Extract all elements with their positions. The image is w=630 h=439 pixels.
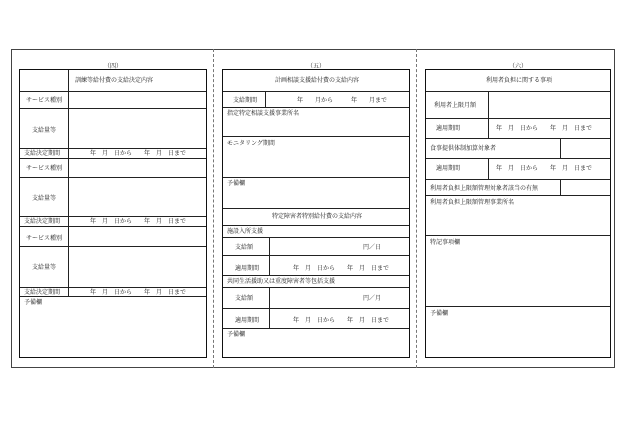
rule-line — [223, 287, 409, 288]
rule-line — [20, 216, 206, 217]
facility-amount-label: 支給額 — [235, 244, 254, 251]
rule-line — [68, 158, 69, 296]
period-value-1: 年 月 日から 年 月 日まで — [90, 150, 187, 157]
right-apply-value-1: 年 月 日から 年 月 日まで — [496, 125, 593, 132]
rule-line — [488, 91, 489, 138]
left-panel — [19, 69, 207, 358]
rule-line — [20, 108, 206, 109]
period-value-3: 年 月 日から 年 月 日まで — [90, 289, 187, 296]
rule-line — [20, 158, 206, 159]
center-notes-label: 予備欄 — [227, 180, 246, 187]
support-period-value: 年 月から 年 月まで — [297, 97, 388, 104]
meal-addition-label: 食事提供体制加算対象者 — [430, 145, 497, 152]
group-amount-unit: 円／月 — [363, 295, 382, 302]
group-home-label: 共同生活援助又は重度障害者等包括支援 — [227, 278, 336, 285]
facility-apply-label: 適用期間 — [235, 265, 260, 272]
group-amount-label: 支給額 — [235, 295, 254, 302]
service-type-label-1: サービス種別 — [26, 97, 63, 104]
facility-amount-unit: 円／日 — [363, 244, 382, 251]
center-panel — [222, 69, 410, 358]
period-label-1: 支給決定期間 — [24, 150, 61, 157]
monthly-limit-label: 利用者上限月額 — [434, 102, 477, 109]
rule-line — [269, 287, 270, 328]
rule-line — [426, 91, 610, 92]
right-notes-label: 予備欄 — [430, 310, 449, 317]
service-type-label-2: サービス種別 — [26, 165, 63, 172]
right-apply-label-2: 適用期間 — [436, 165, 461, 172]
designated-office-label: 指定特定相談支援事業所名 — [227, 110, 300, 117]
rule-line — [426, 306, 610, 307]
left-heading: （四） — [103, 63, 122, 70]
right-heading: （六） — [508, 63, 527, 70]
rule-line — [426, 195, 610, 196]
rule-line — [269, 237, 270, 275]
center-notes-label-2: 予備欄 — [227, 331, 246, 338]
rule-line — [223, 136, 409, 137]
amount-label-1: 支給量等 — [32, 127, 57, 134]
right-apply-label-1: 適用期間 — [436, 125, 461, 132]
special-benefit-title: 特定障害者特別給付費の支給内容 — [271, 213, 362, 220]
support-period-label: 支給期間 — [233, 97, 258, 104]
special-notes-label: 特記事項欄 — [430, 239, 461, 246]
rule-line — [426, 235, 610, 236]
rule-line — [223, 208, 409, 209]
rule-line — [20, 287, 206, 288]
rule-line — [223, 275, 409, 276]
monitoring-period-label: モニタリング期間 — [227, 140, 275, 147]
period-label-3: 支給決定期間 — [24, 289, 61, 296]
right-apply-value-2: 年 月 日から 年 月 日まで — [496, 165, 593, 172]
right-panel — [425, 69, 611, 358]
rule-line — [426, 138, 610, 139]
rule-line — [68, 70, 69, 162]
left-title: 訓練等給付費の支給決定内容 — [74, 77, 153, 84]
rule-line — [20, 296, 206, 297]
rule-line — [223, 107, 409, 108]
rule-line — [223, 237, 409, 238]
limit-management-office-label: 利用者負担上限額管理事業所名 — [430, 199, 515, 206]
rule-line — [20, 246, 206, 247]
limit-management-label: 利用者負担上限額管理対象者該当の有無 — [430, 185, 539, 192]
fold-line-1 — [213, 49, 214, 368]
rule-line — [223, 177, 409, 178]
fold-line-2 — [416, 49, 417, 368]
rule-line — [223, 328, 409, 329]
rule-line — [426, 158, 610, 159]
rule-line — [223, 308, 409, 309]
left-notes-label: 予備欄 — [24, 299, 43, 306]
right-title: 利用者負担に関する事項 — [485, 77, 552, 84]
center-heading: （五） — [306, 63, 325, 70]
period-label-2: 支給決定期間 — [24, 218, 61, 225]
facility-apply-value: 年 月 日から 年 月 日まで — [293, 265, 390, 272]
group-apply-value: 年 月 日から 年 月 日まで — [293, 317, 390, 324]
center-title: 計画相談支援給付費の支給内容 — [274, 77, 359, 84]
rule-line — [426, 179, 610, 180]
rule-line — [265, 91, 266, 107]
group-apply-label: 適用期間 — [235, 317, 260, 324]
rule-line — [560, 138, 561, 158]
rule-line — [488, 158, 489, 179]
rule-line — [560, 179, 561, 195]
rule-line — [223, 225, 409, 226]
service-type-label-3: サービス種別 — [26, 235, 63, 242]
period-value-2: 年 月 日から 年 月 日まで — [90, 218, 187, 225]
rule-line — [20, 177, 206, 178]
facility-support-label: 施設入所支援 — [227, 228, 264, 235]
rule-line — [223, 91, 409, 92]
rule-line — [20, 226, 206, 227]
rule-line — [426, 118, 610, 119]
rule-line — [223, 255, 409, 256]
rule-line — [20, 148, 206, 149]
amount-label-2: 支給量等 — [32, 195, 57, 202]
amount-label-3: 支給量等 — [32, 264, 57, 271]
rule-line — [20, 91, 206, 92]
